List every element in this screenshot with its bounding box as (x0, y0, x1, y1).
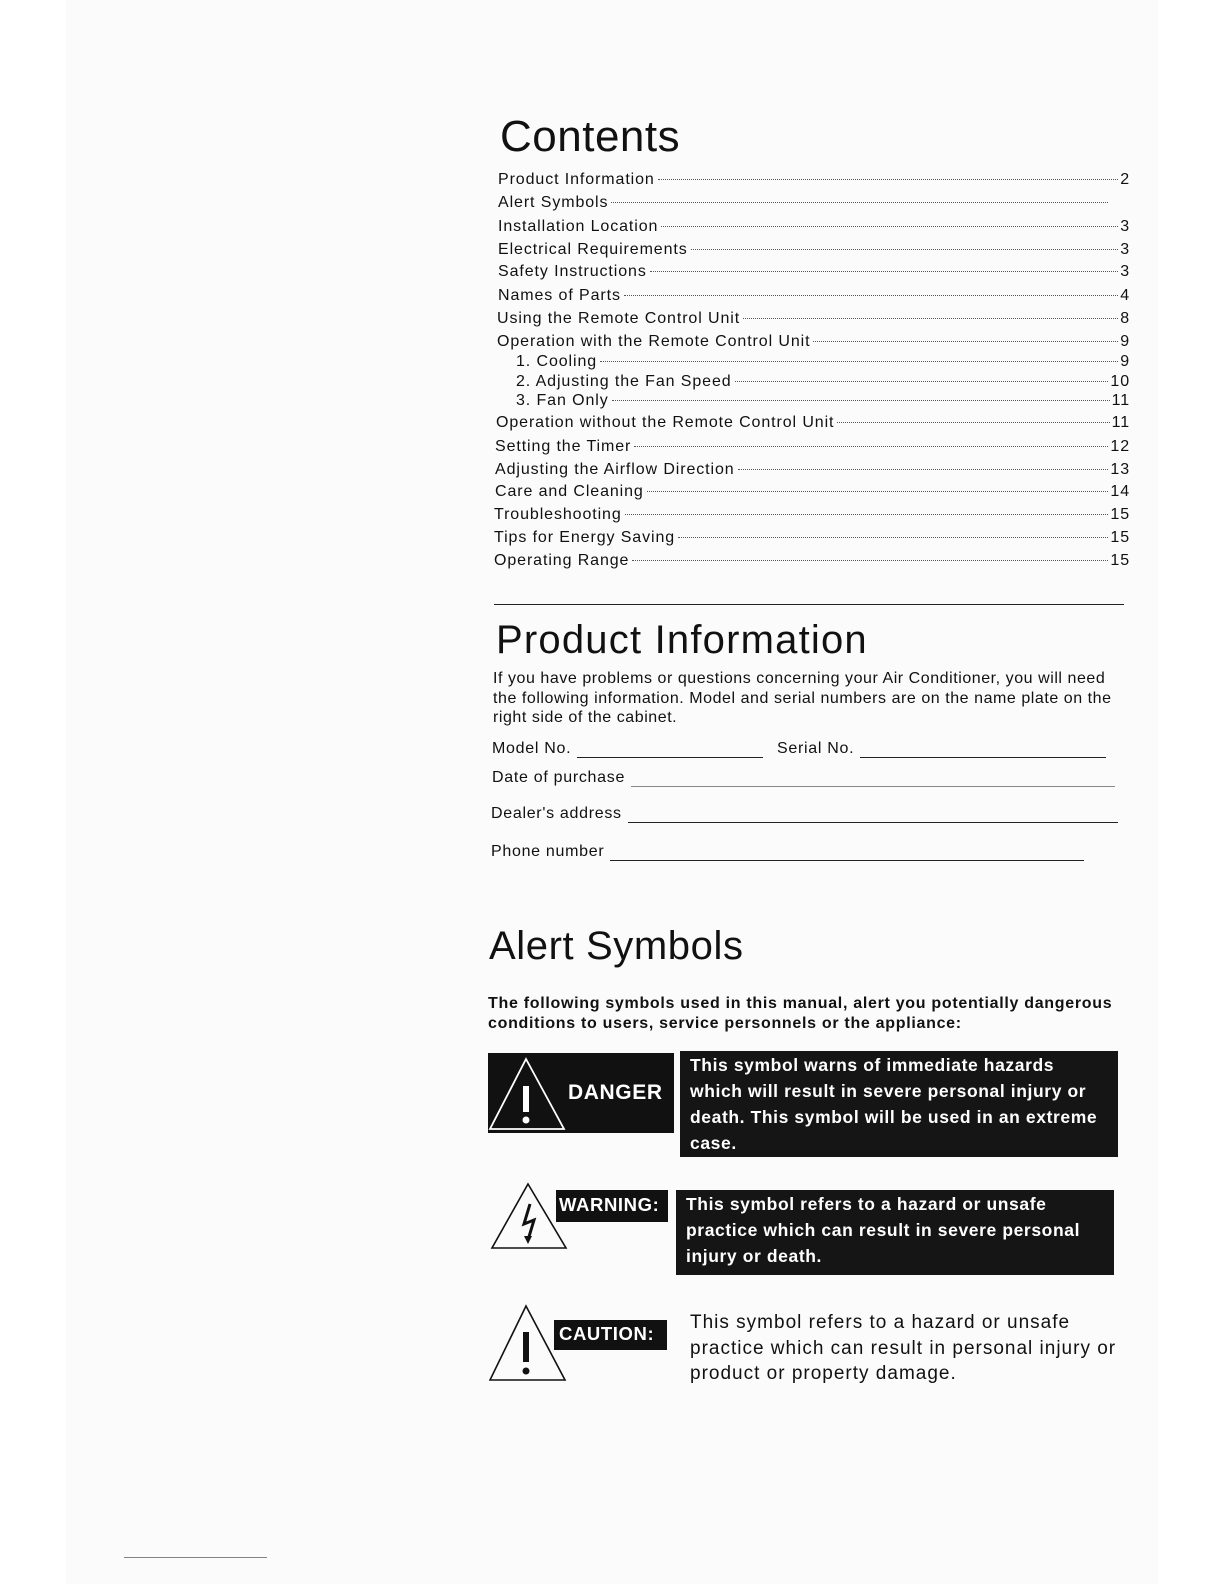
toc-entry-label: Installation Location (498, 218, 659, 235)
serial-number-line (860, 741, 1106, 758)
toc-entry-page: 2 (1120, 171, 1130, 188)
date-of-purchase-line (631, 770, 1115, 787)
product-information-intro: If you have problems or questions concerning your Air Conditioner, you will need the following information. Model and serial numbers are on the name plate on the right side of the cabinet. (493, 670, 1112, 726)
toc-entry-label: Setting the Timer (495, 438, 632, 455)
toc-entry-page: 3 (1120, 241, 1130, 258)
toc-entry[interactable] (497, 332, 1130, 352)
toc-entry[interactable] (496, 413, 1130, 433)
toc-leader-dots (632, 560, 1108, 561)
caution-description: This symbol refers to a hazard or unsafe practice which can result in personal injury or product or property damage. (690, 1312, 1117, 1384)
toc-entry-page: 4 (1120, 287, 1130, 304)
toc-leader-dots (611, 202, 1108, 203)
toc-entry-label: Using the Remote Control Unit (497, 310, 741, 327)
toc-entry-page: 3 (1120, 263, 1130, 280)
warning-description: This symbol refers to a hazard or unsafe practice which can result in severe personal injury or death. (676, 1190, 1114, 1275)
toc-entry-label: 3. Fan Only (516, 392, 609, 409)
toc-entry-label: Operation with the Remote Control Unit (497, 333, 811, 350)
product-information-heading: Product Information (496, 618, 868, 662)
toc-entry-label: Care and Cleaning (495, 483, 644, 500)
toc-entry-page: 9 (1120, 333, 1130, 350)
toc-leader-dots (625, 514, 1109, 515)
toc-entry[interactable] (516, 372, 1130, 392)
toc-leader-dots (624, 295, 1118, 296)
toc-entry-label: Operation without the Remote Control Unit (496, 414, 835, 431)
toc-entry-label: 2. Adjusting the Fan Speed (516, 373, 732, 390)
phone-number-field[interactable] (491, 843, 1084, 861)
toc-entry-page: 11 (1111, 414, 1130, 431)
toc-entry[interactable] (498, 217, 1130, 237)
caution-label: CAUTION: (559, 1323, 655, 1344)
dealer-address-label: Dealer's address (491, 805, 622, 822)
danger-label: DANGER (568, 1081, 663, 1104)
footer-rule (124, 1557, 267, 1558)
danger-triangle-icon (488, 1053, 568, 1133)
toc-entry[interactable] (498, 286, 1130, 306)
toc-entry-page: 3 (1120, 218, 1130, 235)
model-number-label: Model No. (492, 740, 572, 757)
toc-entry[interactable] (498, 170, 1130, 190)
toc-entry-page: 10 (1110, 373, 1130, 390)
toc-entry[interactable] (498, 262, 1130, 282)
phone-number-label: Phone number (491, 843, 605, 860)
date-of-purchase-field[interactable] (492, 769, 1115, 787)
toc-entry-label: Names of Parts (498, 287, 621, 304)
toc-entry[interactable] (497, 309, 1130, 329)
toc-leader-dots (813, 341, 1118, 342)
toc-leader-dots (837, 422, 1109, 423)
toc-leader-dots (678, 537, 1108, 538)
toc-entry[interactable] (495, 437, 1130, 457)
warning-label: WARNING: (559, 1194, 660, 1215)
model-number-field[interactable] (492, 740, 763, 758)
toc-leader-dots (650, 271, 1118, 272)
toc-entry-label: Troubleshooting (494, 506, 622, 523)
warning-badge (556, 1190, 668, 1222)
toc-leader-dots (600, 361, 1118, 362)
toc-entry-label: Electrical Requirements (498, 241, 688, 258)
caution-badge (554, 1320, 667, 1350)
toc-entry[interactable] (516, 352, 1130, 372)
toc-entry-label: 1. Cooling (516, 353, 598, 370)
toc-entry[interactable] (494, 528, 1130, 548)
toc-leader-dots (735, 381, 1109, 382)
toc-entry[interactable] (494, 551, 1130, 571)
serial-number-field[interactable] (777, 740, 1106, 758)
contents-heading: Contents (500, 112, 681, 161)
toc-entry-page: 8 (1120, 310, 1130, 327)
phone-number-line (610, 844, 1084, 861)
toc-entry-label: Safety Instructions (498, 263, 647, 280)
toc-entry-page: 9 (1120, 353, 1130, 370)
dealer-address-field[interactable] (491, 805, 1118, 823)
toc-leader-dots (634, 446, 1108, 447)
toc-entry-page: 14 (1110, 483, 1130, 500)
danger-badge (488, 1053, 674, 1133)
toc-entry-label: Adjusting the Airflow Direction (495, 461, 735, 478)
toc-leader-dots (647, 491, 1109, 492)
toc-leader-dots (691, 249, 1119, 250)
toc-entry-page: 11 (1111, 392, 1130, 409)
toc-entry-label: Product Information (498, 171, 655, 188)
toc-entry[interactable] (495, 460, 1130, 480)
toc-entry-page: 15 (1110, 552, 1130, 569)
date-of-purchase-label: Date of purchase (492, 769, 626, 786)
danger-description: This symbol warns of immediate hazards which will result in severe personal injury or death. This symbol will be used in an extreme case. (680, 1051, 1118, 1157)
toc-leader-dots (658, 179, 1118, 180)
toc-entry-label: Alert Symbols (498, 194, 609, 211)
serial-number-label: Serial No. (777, 740, 855, 757)
toc-entry-page: 15 (1110, 529, 1130, 546)
toc-leader-dots (738, 469, 1109, 470)
toc-entry-label: Operating Range (494, 552, 630, 569)
toc-entry[interactable] (495, 482, 1130, 502)
toc-entry-label: Tips for Energy Saving (494, 529, 676, 546)
toc-leader-dots (612, 400, 1110, 401)
toc-entry-page: 15 (1110, 506, 1130, 523)
toc-entry-page: 12 (1110, 438, 1130, 455)
toc-entry[interactable] (494, 505, 1130, 525)
toc-entry-page: 13 (1110, 461, 1130, 478)
toc-entry[interactable] (516, 391, 1130, 411)
toc-entry[interactable] (498, 193, 1118, 213)
alert-symbols-heading: Alert Symbols (489, 924, 744, 968)
model-number-line (577, 741, 763, 758)
toc-leader-dots (743, 318, 1118, 319)
dealer-address-line (628, 806, 1118, 823)
section-divider (494, 604, 1124, 605)
alert-symbols-intro: The following symbols used in this manual, alert you potentially dangerous conditions to users, service personnels or the appliance: (488, 995, 1113, 1032)
toc-leader-dots (661, 226, 1118, 227)
toc-entry[interactable] (498, 240, 1130, 260)
